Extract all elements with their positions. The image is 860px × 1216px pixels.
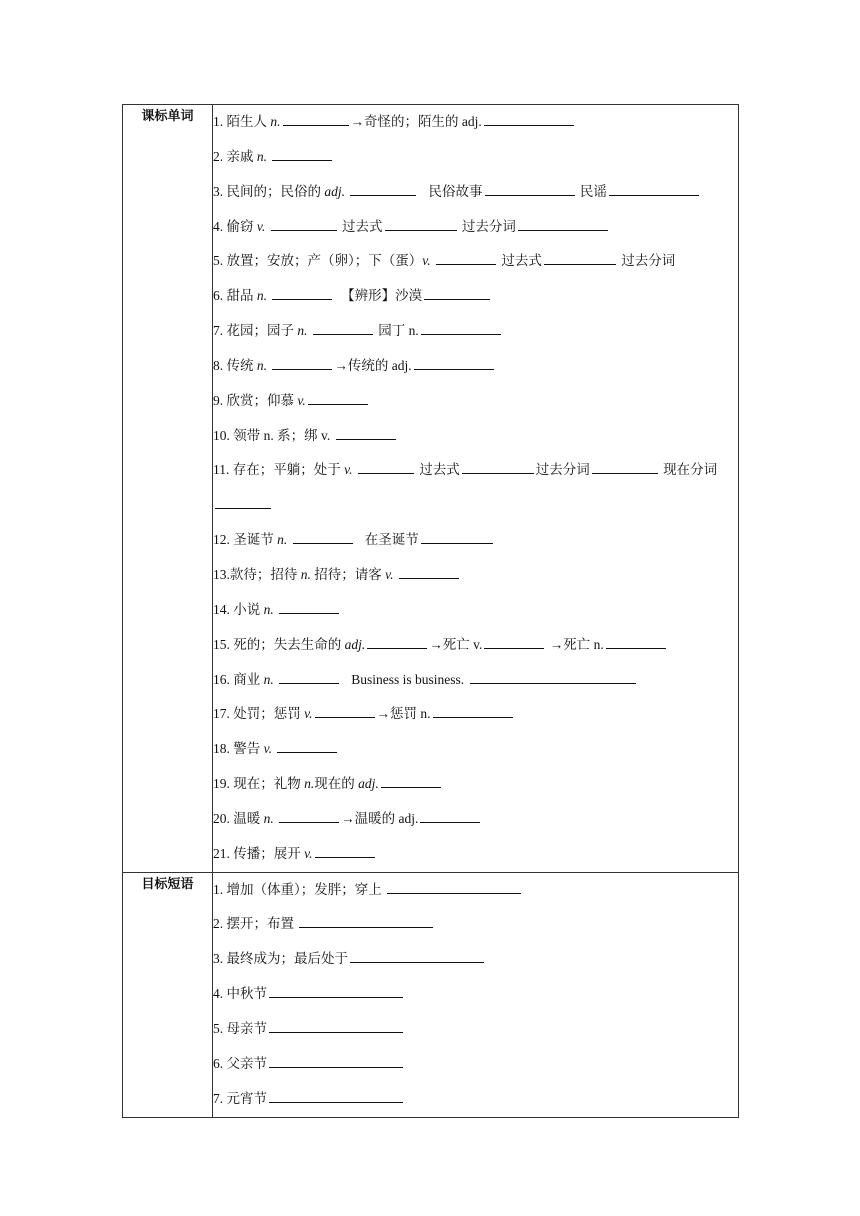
list-item: 5. 放置；安放；产（卵）；下（蛋）v. 过去式 过去分词: [213, 253, 676, 269]
answer-blank[interactable]: [308, 391, 368, 405]
answer-blank[interactable]: [381, 774, 441, 788]
list-item: 1. 增加（体重）；发胖；穿上: [213, 873, 738, 908]
answer-blank[interactable]: [313, 321, 373, 335]
answer-blank[interactable]: [272, 356, 332, 370]
answer-blank[interactable]: [518, 217, 608, 231]
answer-blank[interactable]: [315, 844, 375, 858]
answer-blank[interactable]: [420, 809, 480, 823]
list-item: 7. 花园；园子 n. 园丁 n.: [213, 314, 738, 349]
answer-blank[interactable]: [385, 217, 457, 231]
answer-blank[interactable]: [350, 949, 484, 963]
answer-blank[interactable]: [592, 460, 658, 474]
list-item: 2. 亲戚 n.: [213, 140, 738, 175]
answer-blank[interactable]: [336, 426, 396, 440]
answer-blank[interactable]: [215, 495, 271, 509]
vocab-list: [213, 105, 739, 873]
list-item: 7. 元宵节: [213, 1082, 738, 1117]
list-item: 8. 传统 n. →传统的 adj.: [213, 349, 738, 384]
list-item: 6. 甜品 n. 【辨形】沙漠: [213, 279, 738, 314]
answer-blank[interactable]: [279, 809, 339, 823]
list-item: 15. 死的；失去生命的 adj. →死亡 v. →死亡 n.: [213, 628, 738, 663]
list-item: 18. 警告 v.: [213, 732, 738, 767]
list-item: 16. 商业 n. Business is business.: [213, 663, 738, 698]
section-label-phrases: 目标短语: [123, 872, 213, 1117]
list-item: 12. 圣诞节 n. 在圣诞节: [213, 523, 738, 558]
list-item: 1. 陌生人 n. →奇怪的；陌生的 adj.: [213, 105, 738, 140]
answer-blank[interactable]: [277, 739, 337, 753]
answer-blank[interactable]: [485, 182, 575, 196]
answer-blank[interactable]: [544, 251, 616, 265]
phrase-list: [213, 872, 739, 1117]
vocab-row: [123, 105, 739, 873]
answer-blank[interactable]: [436, 251, 496, 265]
list-item: 14. 小说 n.: [213, 593, 738, 628]
answer-blank[interactable]: [414, 356, 494, 370]
answer-blank[interactable]: [279, 600, 339, 614]
answer-blank[interactable]: [293, 530, 353, 544]
list-item: 19. 现在；礼物 n.现在的 adj.: [213, 767, 738, 802]
answer-blank[interactable]: [484, 112, 574, 126]
answer-blank[interactable]: [269, 984, 403, 998]
list-item: 17. 处罚；惩罚 v. →惩罚 n.: [213, 697, 738, 732]
answer-blank[interactable]: [433, 704, 513, 718]
answer-blank[interactable]: [269, 1089, 403, 1103]
answer-blank[interactable]: [424, 286, 490, 300]
answer-blank[interactable]: [350, 182, 416, 196]
list-item: 21. 传播；展开 v.: [213, 837, 738, 872]
list-item: 20. 温暖 n. →温暖的 adj.: [213, 802, 738, 837]
list-item: 11. 存在；平躺；处于 v. 过去式 过去分词 现在分词: [213, 453, 738, 523]
section-label-vocab: 课标单词: [123, 105, 213, 873]
answer-blank[interactable]: [315, 704, 375, 718]
list-item: 4. 偷窃 v. 过去式 过去分词: [213, 210, 738, 245]
worksheet-table: [122, 104, 739, 1118]
answer-blank[interactable]: [269, 1054, 403, 1068]
list-item: 4. 中秋节: [213, 977, 738, 1012]
answer-blank[interactable]: [421, 530, 493, 544]
answer-blank[interactable]: [367, 635, 427, 649]
answer-blank[interactable]: [470, 670, 636, 684]
answer-blank[interactable]: [279, 670, 339, 684]
answer-blank[interactable]: [269, 1019, 403, 1033]
answer-blank[interactable]: [272, 286, 332, 300]
answer-blank[interactable]: [387, 880, 521, 894]
list-item: 2. 摆开；布置: [213, 907, 738, 942]
answer-blank[interactable]: [421, 321, 501, 335]
answer-blank[interactable]: [606, 635, 666, 649]
list-item: 9. 欣赏；仰慕 v.: [213, 384, 738, 419]
list-item: 5. 母亲节: [213, 1012, 738, 1047]
answer-blank[interactable]: [272, 147, 332, 161]
list-item: 6. 父亲节: [213, 1047, 738, 1082]
answer-blank[interactable]: [299, 914, 433, 928]
phrases-row: [123, 872, 739, 1117]
answer-blank[interactable]: [462, 460, 534, 474]
answer-blank[interactable]: [609, 182, 699, 196]
answer-blank[interactable]: [358, 460, 414, 474]
list-item: 10. 领带 n. 系；绑 v.: [213, 419, 738, 454]
answer-blank[interactable]: [283, 112, 349, 126]
answer-blank[interactable]: [271, 217, 337, 231]
list-item: 3. 民间的；民俗的 adj. 民俗故事 民谣: [213, 175, 738, 210]
answer-blank[interactable]: [484, 635, 544, 649]
list-item: 13.款待；招待 n. 招待；请客 v.: [213, 558, 738, 593]
answer-blank[interactable]: [399, 565, 459, 579]
list-item: 3. 最终成为；最后处于: [213, 942, 738, 977]
